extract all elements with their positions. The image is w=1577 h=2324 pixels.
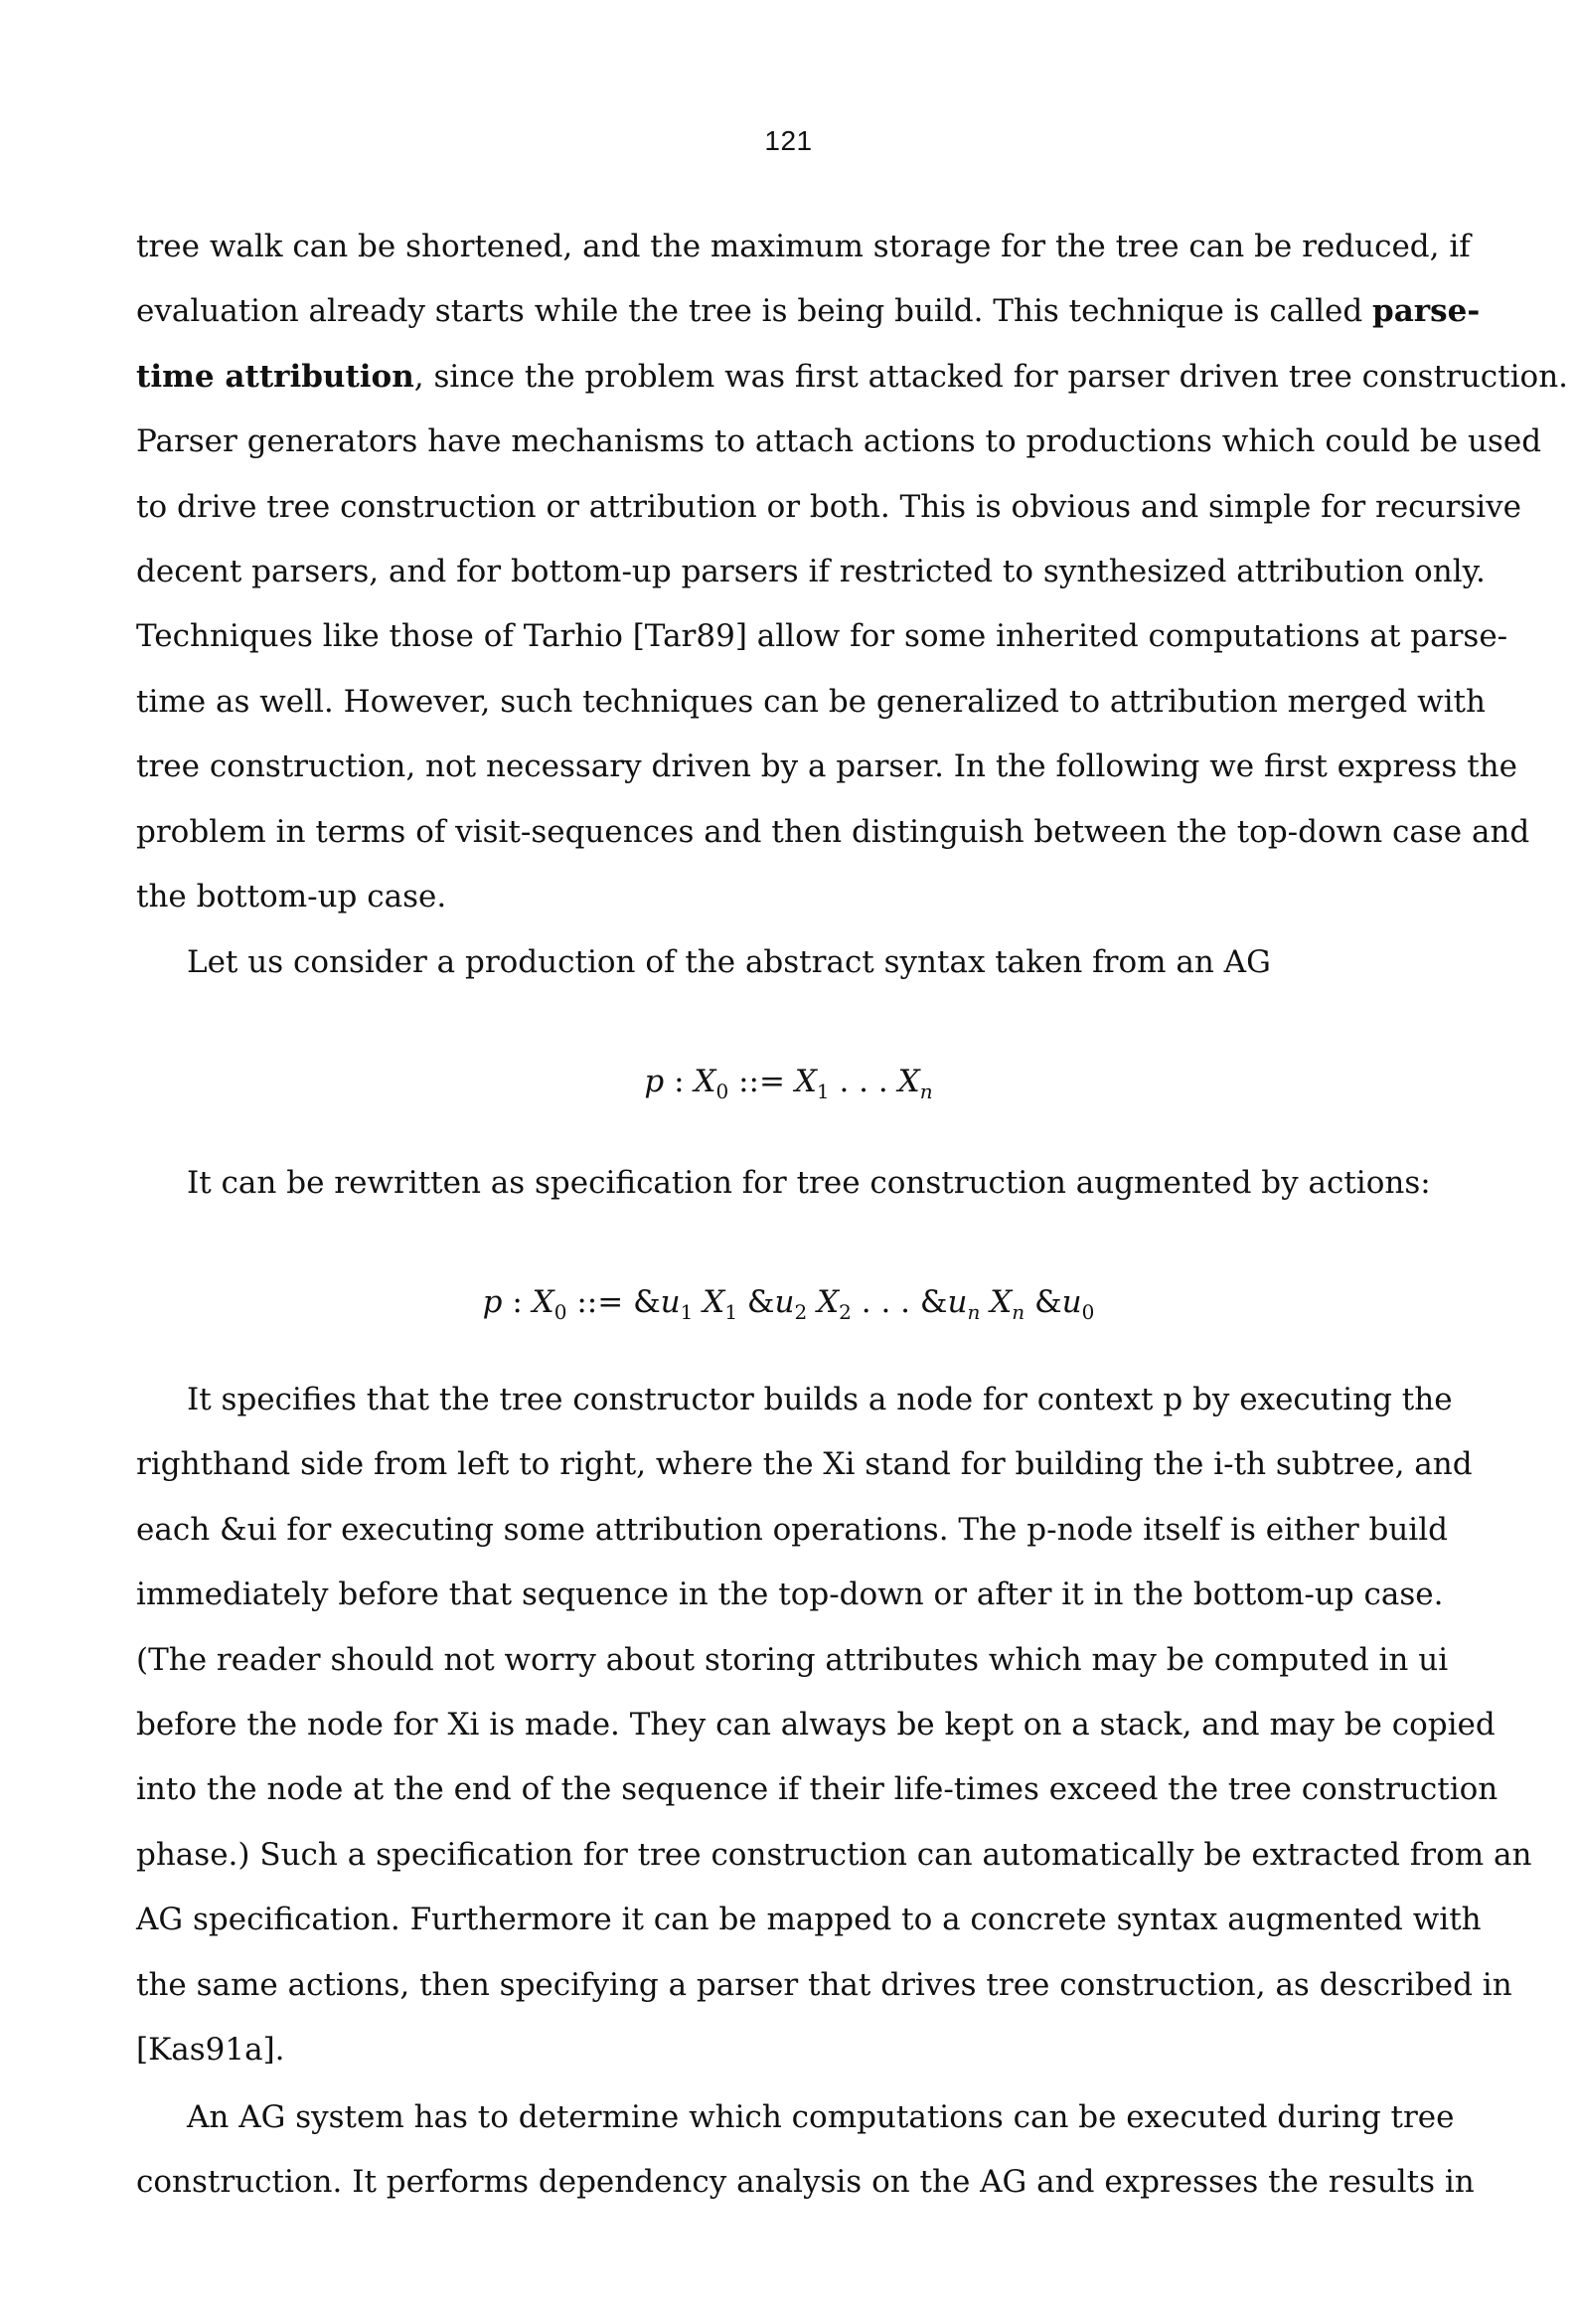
text-line: tree walk can be shortened, and the maximum storage for the tree can be reduced, if (136, 229, 1471, 264)
eq-symbol: & (1034, 1284, 1062, 1320)
paragraph-1 (136, 215, 1569, 929)
text-line: Let us consider a production of the abstract syntax taken from an AG (187, 944, 1271, 980)
text-line: [Kas91a]. (136, 2031, 285, 2068)
text-span: , since the problem was first attacked for parser driven tree construction. (413, 358, 1569, 395)
page-number: 121 (764, 125, 813, 156)
eq-subscript: 1 (816, 1079, 830, 1103)
eq-subscript: 0 (1081, 1300, 1095, 1324)
text-line: each &ui for executing some attribution operations. The p-node itself is either build (136, 1511, 1448, 1548)
text-line: to drive tree construction or attribution or both. This is obvious and simple for recursive (136, 488, 1522, 525)
eq-subscript: n (919, 1079, 933, 1103)
eq-symbol: & (746, 1284, 775, 1320)
eq-symbol: X (532, 1284, 554, 1320)
eq-symbol: p (644, 1064, 665, 1099)
eq-symbol: & (633, 1284, 661, 1320)
eq-symbol: p (482, 1284, 503, 1320)
eq-symbol: u (774, 1284, 795, 1320)
text-line: righthand side from left to right, where the Xi stand for building the i-th subtree, and (136, 1446, 1473, 1483)
eq-subscript: 1 (724, 1300, 738, 1324)
text-line: Techniques like those of Tarhio [Tar89] allow for some inherited computations at parse- (136, 618, 1508, 655)
text-line: AG specification. Furthermore it can be mapped to a concrete syntax augmented with (136, 1902, 1482, 1938)
text-line (136, 345, 1569, 410)
text-span: evaluation already starts while the tree is being build. This technique is called (136, 293, 1373, 330)
eq-symbol: X (817, 1284, 840, 1320)
bold-term: time attribution (136, 358, 414, 395)
eq-symbol: X (990, 1284, 1013, 1320)
eq-symbol: X (897, 1064, 920, 1099)
eq-symbol: : (664, 1064, 695, 1099)
eq-symbol: ::= (728, 1064, 795, 1099)
eq-symbol: u (1061, 1284, 1082, 1320)
text-line (136, 279, 1481, 344)
eq-symbol: : (502, 1284, 533, 1320)
eq-symbol: X (694, 1064, 716, 1099)
text-line: the same actions, then specifying a parser that drives tree construction, as described in (136, 1966, 1512, 2003)
eq-subscript: n (967, 1300, 981, 1324)
text-line: immediately before that sequence in the top-down or after it in the bottom-up case. (136, 1577, 1444, 1613)
text-line: phase.) Such a specification for tree construction can automatically be extracted from an (136, 1836, 1532, 1873)
eq-subscript: 2 (794, 1300, 808, 1324)
eq-symbol: X (703, 1284, 725, 1320)
text-line: time as well. However, such techniques can be generalized to attribution merged with (136, 683, 1486, 720)
eq-subscript: 0 (715, 1079, 729, 1103)
text-line: tree construction, not necessary driven by a parser. In the following we first express the (136, 748, 1517, 785)
text-line: It can be rewritten as specification for tree construction augmented by actions: (187, 1165, 1431, 1201)
eq-symbol: . . . (829, 1064, 898, 1099)
paragraph-4 (136, 1368, 1532, 2082)
eq-symbol: & (919, 1284, 948, 1320)
equation-production (0, 1064, 1577, 1103)
paragraph-5 (136, 2085, 1475, 2216)
eq-symbol: u (660, 1284, 681, 1320)
eq-subscript: 0 (553, 1300, 567, 1324)
eq-symbol: X (794, 1064, 817, 1099)
eq-subscript: 2 (839, 1300, 852, 1324)
text-line: An AG system has to determine which computations can be executed during tree (187, 2099, 1455, 2135)
text-line: into the node at the end of the sequence if their life-times exceed the tree construction (136, 1771, 1498, 1808)
text-line: decent parsers, and for bottom-up parsers if restricted to synthesized attribution only. (136, 553, 1486, 589)
text-line: the bottom-up case. (136, 878, 447, 914)
text-line: problem in terms of visit-sequences and then distinguish between the top-down case and (136, 813, 1530, 850)
eq-symbol: u (947, 1284, 968, 1320)
eq-subscript: n (1012, 1300, 1025, 1324)
text-line: It specifies that the tree constructor builds a node for context p by executing the (187, 1382, 1453, 1417)
paragraph-3 (136, 1151, 1438, 1216)
paragraph-2 (136, 930, 1438, 995)
text-line: construction. It performs dependency analysis on the AG and expresses the results in (136, 2164, 1475, 2201)
eq-symbol: ::= (566, 1284, 634, 1320)
eq-symbol: . . . (851, 1284, 920, 1320)
text-line: (The reader should not worry about storing attributes which may be computed in ui (136, 1641, 1449, 1678)
text-line: before the node for Xi is made. They can always be kept on a stack, and may be copied (136, 1706, 1496, 1743)
text-line: Parser generators have mechanisms to attach actions to productions which could be used (136, 423, 1542, 460)
eq-subscript: 1 (680, 1300, 694, 1324)
equation-augmented-production (0, 1284, 1577, 1324)
bold-term: parse- (1372, 293, 1481, 330)
